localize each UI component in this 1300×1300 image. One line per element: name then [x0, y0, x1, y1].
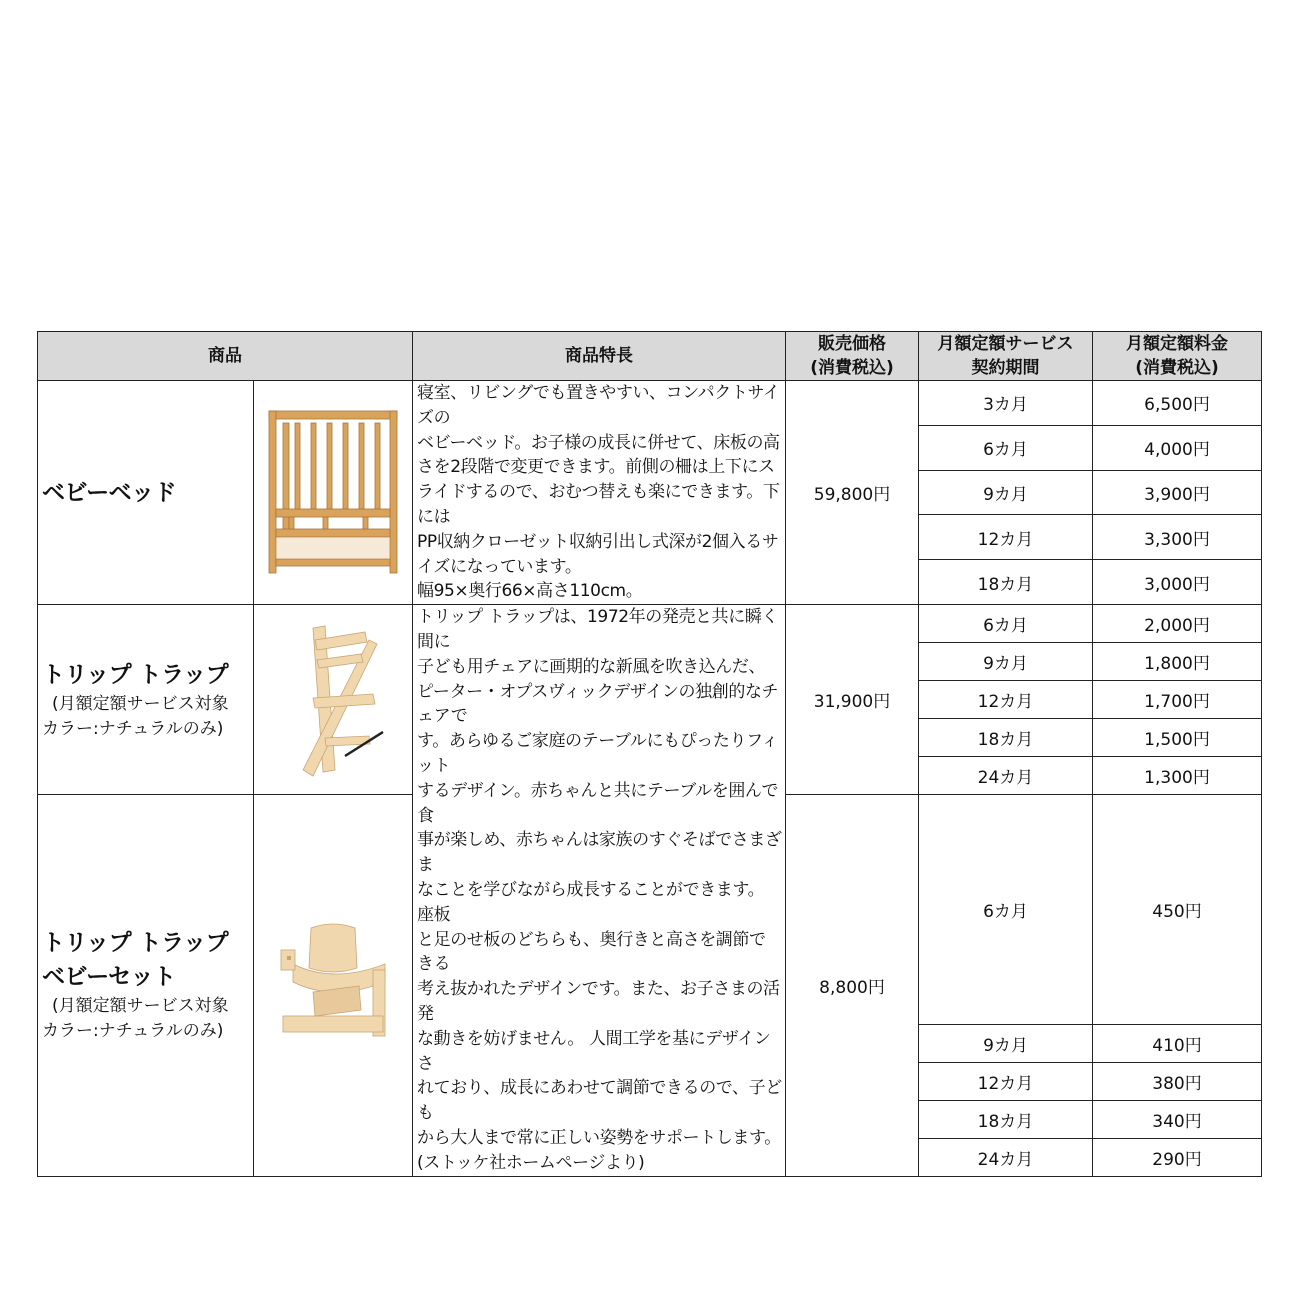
- product-name-cell: [38, 795, 254, 1176]
- plan-fee: 380円: [1093, 1062, 1262, 1100]
- header-price: 販売価格 (消費税込): [786, 332, 919, 381]
- product-name: トリップ トラップ: [42, 930, 229, 957]
- plan-period: 12カ月: [919, 1062, 1093, 1100]
- product-name: トリップ トラップ: [42, 661, 229, 688]
- plan-period: 12カ月: [919, 515, 1093, 560]
- product-price: 59,800円: [786, 381, 919, 605]
- plan-fee: 410円: [1093, 1024, 1262, 1062]
- plan-fee: 2,000円: [1093, 605, 1262, 643]
- plan-fee: 1,700円: [1093, 681, 1262, 719]
- plan-fee: 1,300円: [1093, 757, 1262, 795]
- plan-period: 6カ月: [919, 795, 1093, 1024]
- header-fee: 月額定額料金 (消費税込): [1093, 332, 1262, 381]
- plan-fee: 1,500円: [1093, 719, 1262, 757]
- header-features: 商品特長: [413, 332, 786, 381]
- plan-fee: 450円: [1093, 795, 1262, 1024]
- plan-fee: 3,000円: [1093, 560, 1262, 605]
- plan-period: 24カ月: [919, 757, 1093, 795]
- header-period: 月額定額サービス 契約期間: [919, 332, 1093, 381]
- baby-set-image: [273, 920, 393, 1050]
- plan-period: 3カ月: [919, 381, 1093, 426]
- plan-period: 6カ月: [919, 605, 1093, 643]
- product-name: ベビーベッド: [42, 479, 177, 506]
- product-note: (月額定額サービス対象: [52, 996, 229, 1017]
- product-note: カラー:ナチュラルのみ): [42, 1021, 224, 1042]
- plan-fee: 1,800円: [1093, 643, 1262, 681]
- plan-period: 18カ月: [919, 560, 1093, 605]
- plan-fee: 340円: [1093, 1100, 1262, 1138]
- plan-period: 18カ月: [919, 1100, 1093, 1138]
- plan-fee: 290円: [1093, 1138, 1262, 1176]
- product-name: ベビーセット: [42, 964, 176, 991]
- plan-period: 24カ月: [919, 1138, 1093, 1176]
- plan-period: 18カ月: [919, 719, 1093, 757]
- product-price: 8,800円: [786, 795, 919, 1176]
- product-image-cell: [254, 795, 413, 1176]
- product-name-cell: [38, 605, 254, 795]
- price-table: [37, 331, 1262, 1177]
- table-row: [38, 605, 1262, 643]
- plan-fee: 3,900円: [1093, 470, 1262, 515]
- plan-period: 9カ月: [919, 1024, 1093, 1062]
- product-name-cell: [38, 381, 254, 605]
- product-price: 31,900円: [786, 605, 919, 795]
- product-features: トリップ トラップは、1972年の発売と共に瞬く間に 子ども用チェアに画期的な新風を吹き込んだ、 ピーター・オプスヴィックデザインの独創的なチェアで す。あらゆるご家庭のテーブルにもぴったりフィット するデザイン。赤ちゃんと共にテーブルを囲んで食 事が楽しめ、赤ちゃんは家族のすぐそばでさまざま なことを学びながら成長することができます。 座板 と足のせ板のどちらも、奥行きと高さを調節できる 考え抜かれたデザインです。また、お子さまの活発 な動きを妨げません。 人間工学を基にデザインさ れており、成長にあわせて調節できるので、子ども から大人まで常に正しい姿勢をサポートします。 (ストッケ社ホームページより): [413, 605, 786, 1176]
- product-note: (月額定額サービス対象: [52, 693, 229, 714]
- table-row: [38, 381, 1262, 426]
- product-note: カラー:ナチュラルのみ): [42, 718, 224, 739]
- header-row: [38, 332, 1262, 381]
- product-features: 寝室、リビングでも置きやすい、コンパクトサイズの ベビーベッド。お子様の成長に併せて、床板の高 さを2段階で変更できます。前側の柵は上下にス ライドするので、おむつ替えも楽にできます。下には PP収納クローゼット収納引出し式深が2個入るサ イズになっています。 幅95×奥行66×高さ110cm。: [413, 381, 786, 605]
- header-product: 商品: [38, 332, 413, 381]
- plan-period: 9カ月: [919, 643, 1093, 681]
- product-image-cell: [254, 381, 413, 605]
- plan-fee: 3,300円: [1093, 515, 1262, 560]
- baby-crib-image: [263, 409, 403, 577]
- high-chair-image: [273, 620, 393, 780]
- plan-period: 9カ月: [919, 470, 1093, 515]
- plan-fee: 6,500円: [1093, 381, 1262, 426]
- plan-period: 6カ月: [919, 425, 1093, 470]
- plan-fee: 4,000円: [1093, 425, 1262, 470]
- product-image-cell: [254, 605, 413, 795]
- plan-period: 12カ月: [919, 681, 1093, 719]
